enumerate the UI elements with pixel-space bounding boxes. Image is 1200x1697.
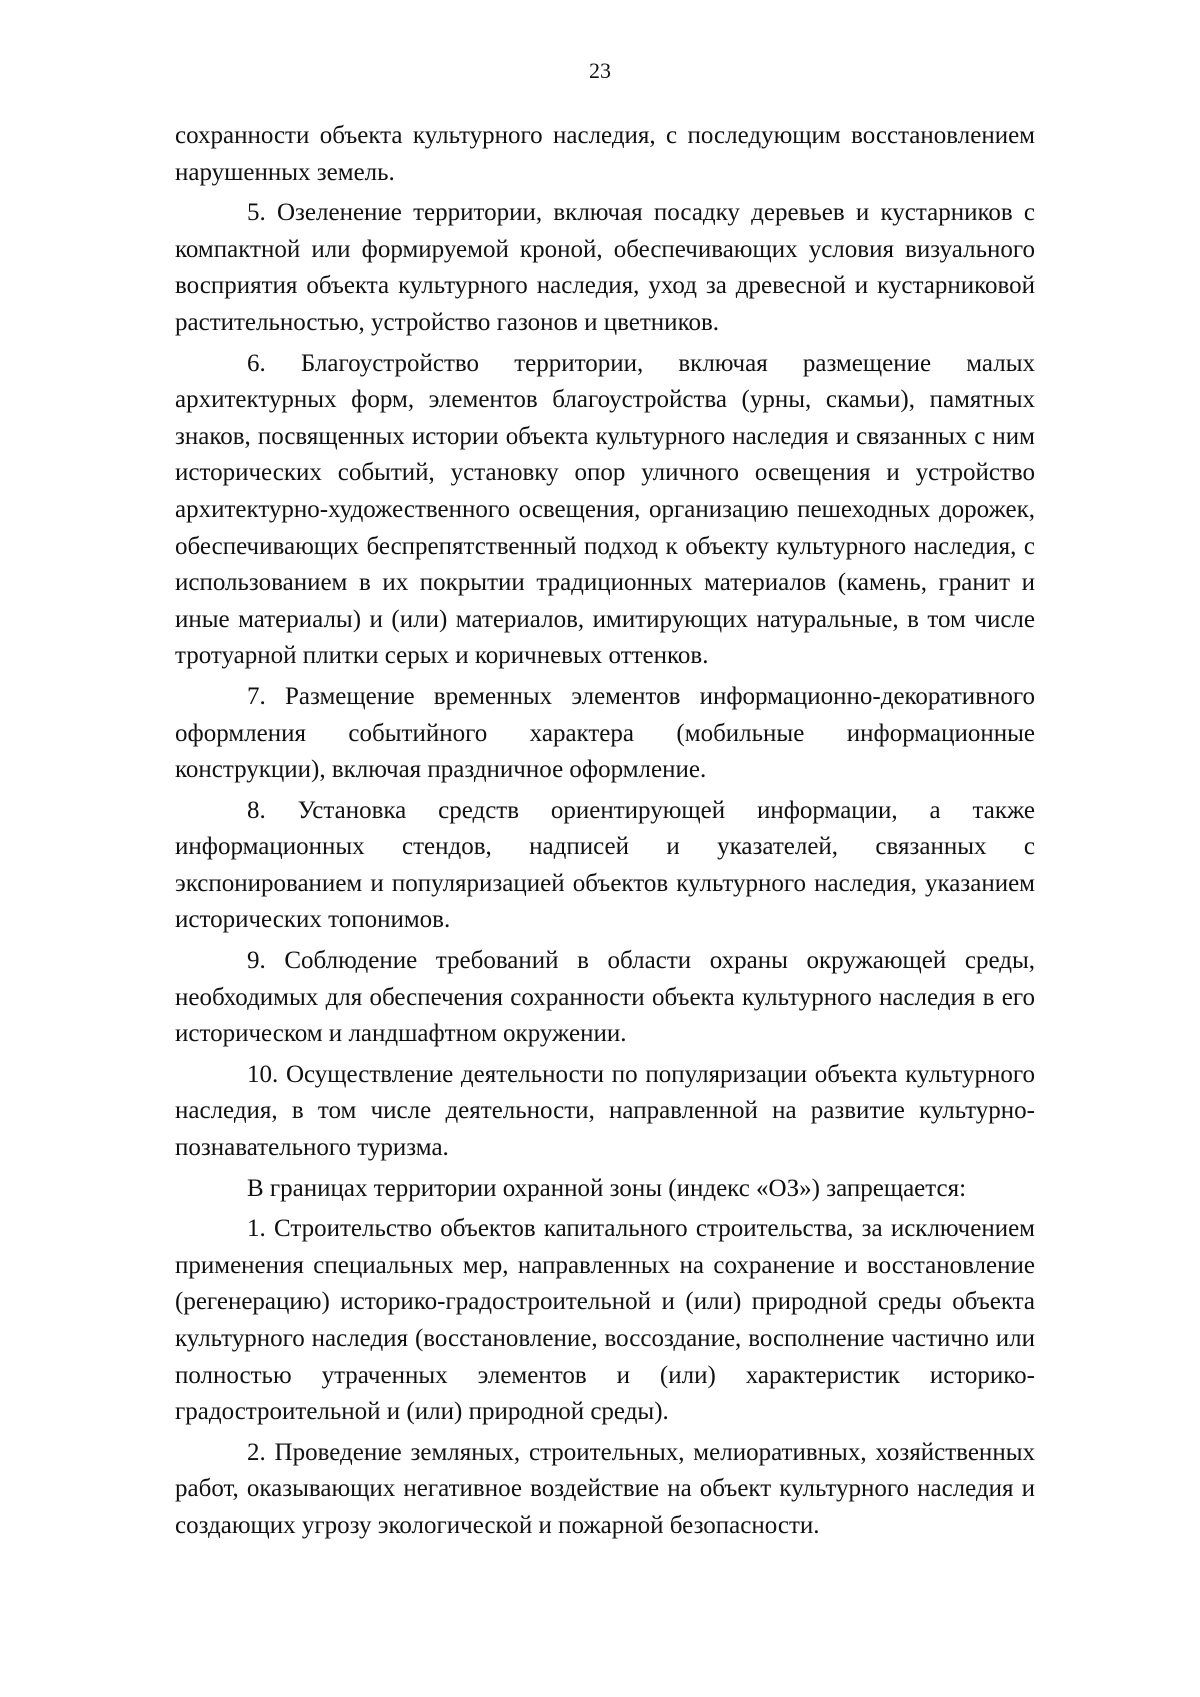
- paragraph-prohibition-1-construction: 1. Строительство объектов капитального строительства, за исключением применения специальных мер, направленных на сохранение и восстановление (регенерацию) историко-градостроительной и (или) природной среды объекта культурного наследия (восстановление, воссоздание, восполнение частично или полностью утраченных элементов и (или) характеристик историко-градостроительной и (или) природной среды).: [175, 1215, 1035, 1426]
- paragraph-item-9-environment: 9. Соблюдение требований в области охраны окружающей среды, необходимых для обеспечения сохранности объекта культурного наследия в его историческом и ландшафтном окружении.: [175, 947, 1035, 1048]
- paragraph-prohibitions-heading: В границах территории охранной зоны (индекс «ОЗ») запрещается:: [247, 1174, 967, 1202]
- document-body: [175, 118, 1035, 1549]
- paragraph-item-7-temporary-elements: 7. Размещение временных элементов информационно-декоративного оформления событийного характера (мобильные информационные конструкции), включая праздничное оформление.: [175, 682, 1035, 784]
- paragraph-item-5-greening: 5. Озеленение территории, включая посадку деревьев и кустарников с компактной или формируемой кроной, обеспечивающих условия визуального восприятия объекта культурного наследия, уход за древесной и кустарниковой растительностью, устройство газонов и цветников.: [175, 199, 1035, 336]
- paragraph-item-6-landscaping: 6. Благоустройство территории, включая размещение малых архитектурных форм, элементов благоустройства (урны, скамьи), памятных знаков, посвященных истории объекта культурного наследия и связанных с ним исторических событий, установку опор уличного освещения и устройство архитектурно-художественного освещения, организацию пешеходных дорожек, обеспечивающих беспрепятственный подход к объекту культурного наследия, с использованием в их покрытии традиционных материалов (камень, гранит и иные материалы) и (или) материалов, имитирующих натуральные, в том числе тротуарной плитки серых и коричневых оттенков.: [175, 349, 1035, 670]
- paragraph-prohibition-2-works: 2. Проведение земляных, строительных, мелиоративных, хозяйственных работ, оказывающих негативное воздействие на объект культурного наследия и создающих угрозу экологической и пожарной безопасности.: [175, 1438, 1035, 1539]
- paragraph-continuation: сохранности объекта культурного наследия, с последующим восстановлением нарушенных земель.: [175, 122, 1035, 186]
- paragraph-item-8-orientation-info: 8. Установка средств ориентирующей информации, а также информационных стендов, надписей и указателей, связанных с экспонированием и популяризацией объектов культурного наследия, указанием исторических топонимов.: [175, 796, 1035, 934]
- paragraph-item-10-popularization: 10. Осуществление деятельности по популяризации объекта культурного наследия, в том числе деятельности, направленной на развитие культурно-познавательного туризма.: [175, 1060, 1035, 1162]
- page-number: 23: [589, 58, 611, 83]
